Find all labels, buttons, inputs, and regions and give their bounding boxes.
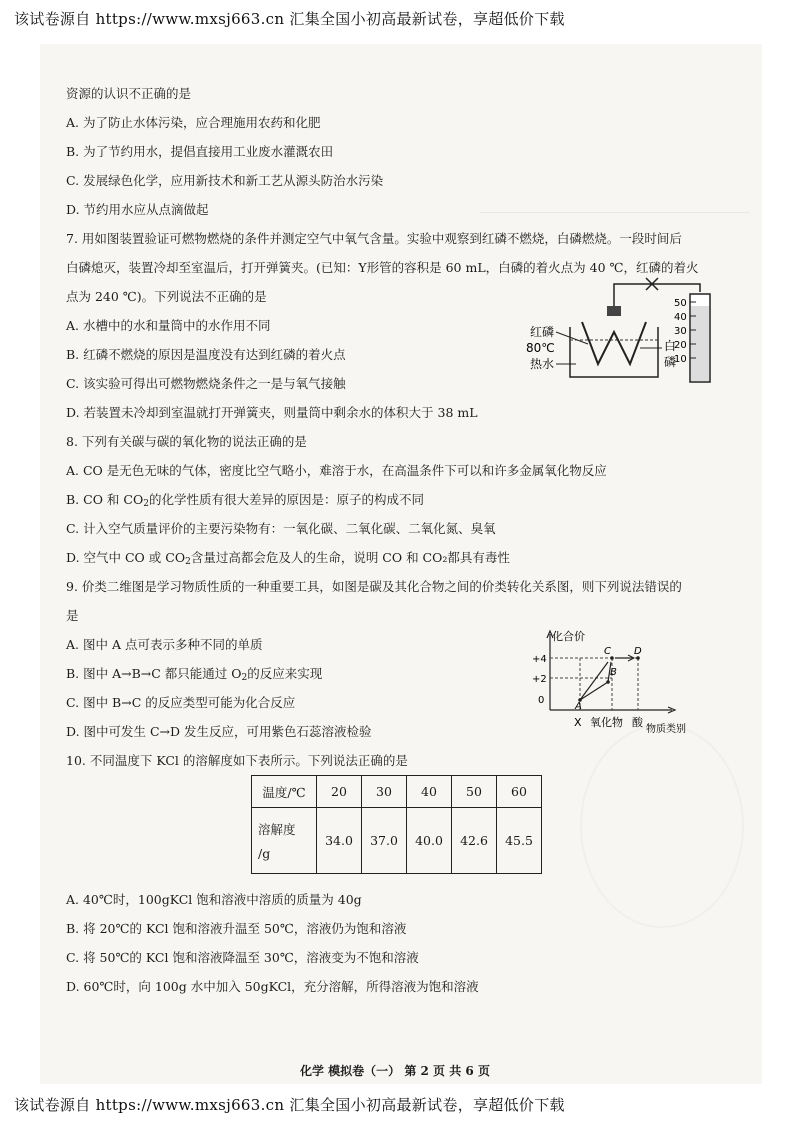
table-cell: 40.0 <box>407 808 452 874</box>
table-cell: 42.6 <box>452 808 497 874</box>
table-header-label: 温度/℃ <box>252 776 317 808</box>
table-row-label <box>252 808 317 874</box>
connecting-tube <box>614 284 700 306</box>
x-tick-oxide: 氧化物 <box>590 716 623 729</box>
q6-option-c: C. 发展绿色化学，应用新技术和新工艺从源头防治水污染 <box>66 173 384 188</box>
show-through-shading <box>580 724 744 928</box>
q7-stem-line-1: 7. 用如图装置验证可燃物燃烧的条件并测定空气中氧气含量。实验中观察到红磷不燃烧，白磷燃烧。一段时间后 <box>66 231 682 246</box>
cylinder-tick-10: 10 <box>674 354 687 365</box>
q9-stem-line-1: 9. 价类二维图是学习物质性质的一种重要工具，如图是碳及其化合物之间的价类转化关系图，则下列说法错误的 <box>66 579 682 594</box>
q7-stem-line-2: 白磷熄灭，装置冷却至室温后，打开弹簧夹。(已知：Y形管的容积是 60 mL，白磷的着火点为 40 ℃，红磷的着火 <box>66 260 699 275</box>
q10-option-b: B. 将 20℃的 KCl 饱和溶液升温至 50℃，溶液仍为饱和溶液 <box>66 921 407 936</box>
point-d-label: D <box>634 646 642 657</box>
q10-option-c: C. 将 50℃的 KCl 饱和溶液降温至 30℃，溶液变为不饱和溶液 <box>66 950 419 965</box>
table-row <box>252 808 542 874</box>
water-trough <box>570 327 658 377</box>
q8-stem: 8. 下列有关碳与碳的氧化物的说法正确的是 <box>66 434 307 449</box>
label-white-phosphorus-2: 磷 <box>664 355 677 369</box>
q6-option-b: B. 为了节约用水，提倡直接用工业废水灌溉农田 <box>66 144 334 159</box>
stopper <box>607 306 621 316</box>
y-tick-plus2: +2 <box>532 674 547 685</box>
q7-option-b: B. 红磷不燃烧的原因是温度没有达到红磷的着火点 <box>66 347 346 362</box>
q8-option-b: B. CO 和 $CO_2$的化学性质有很大差异的原因是：原子的构成不同 <box>66 492 424 509</box>
q9-option-b: B. 图中 A→B→C 都只能通过 $O_2$的反应来实现 <box>66 666 323 683</box>
table-cell: 60 <box>497 776 542 808</box>
q7-option-d: D. 若装置未冷却到室温就打开弹簧夹，则量筒中剩余水的体积大于 38 mL <box>66 405 478 420</box>
q6-option-d: D. 节约用水应从点滴做起 <box>66 202 209 217</box>
table-row <box>252 776 542 808</box>
y-shaped-tube <box>582 322 646 364</box>
point-a-label: A <box>575 701 582 712</box>
y-tick-0: 0 <box>538 695 545 706</box>
cylinder-tick-50: 50 <box>674 298 687 309</box>
page-footer: 化学 模拟卷（一） 第 2 页 共 6 页 <box>300 1064 490 1078</box>
label-white-phosphorus-1: 白 <box>664 339 677 353</box>
table-cell: 50 <box>452 776 497 808</box>
y-axis-title: 化合价 <box>552 630 585 643</box>
label-hot-water: 热水 <box>530 357 555 371</box>
point-b-label: B <box>610 667 617 678</box>
q8-option-c: C. 计入空气质量评价的主要污染物有：一氧化碳、二氧化碳、二氧化氮、臭氧 <box>66 521 496 536</box>
q7-option-c: C. 该实验可得出可燃物燃烧条件之一是与氧气接触 <box>66 376 346 391</box>
q9-valence-chart <box>520 628 700 740</box>
q8-option-d: D. 空气中 CO 或 $CO_2$含量过高都会危及人的生命，说明 CO 和 CO₂都具有毒性 <box>66 550 510 567</box>
q9-option-d: D. 图中可发生 C→D 发生反应，可用紫色石蕊溶液检验 <box>66 724 372 739</box>
table-cell: 40 <box>407 776 452 808</box>
q10-option-d: D. 60℃时，向 100g 水中加入 50gKCl，充分溶解，所得溶液为饱和溶液 <box>66 979 479 994</box>
x-tick-x: X <box>574 716 582 729</box>
table-cell: 20 <box>317 776 362 808</box>
table-cell: 34.0 <box>317 808 362 874</box>
label-temperature: 80℃ <box>526 341 555 355</box>
y-tick-plus4: +4 <box>532 654 547 665</box>
q6-stem: 资源的认识不正确的是 <box>66 86 192 101</box>
q9-option-a: A. 图中 A 点可表示多种不同的单质 <box>66 637 263 652</box>
q10-option-a: A. 40℃时，100gKCl 饱和溶液中溶质的质量为 40g <box>66 892 362 907</box>
show-through-shading <box>480 72 750 213</box>
q6-option-a: A. 为了防止水体污染，应合理施用农药和化肥 <box>66 115 321 130</box>
q9-option-c: C. 图中 B→C 的反应类型可能为化合反应 <box>66 695 296 710</box>
cylinder-tick-20: 20 <box>674 340 687 351</box>
label-red-phosphorus: 红磷 <box>530 325 555 339</box>
row-label-line-2: /g <box>258 846 271 861</box>
table-cell: 45.5 <box>497 808 542 874</box>
cylinder-tick-40: 40 <box>674 312 687 323</box>
q8-option-a: A. CO 是无色无味的气体，密度比空气略小，难溶于水，在高温条件下可以和许多金属氧化物反应 <box>66 463 607 478</box>
x-tick-acid: 酸 <box>632 716 643 729</box>
q7-apparatus-figure <box>500 272 720 392</box>
q7-option-a: A. 水槽中的水和量筒中的水作用不同 <box>66 318 271 333</box>
table-cell: 37.0 <box>362 808 407 874</box>
table-cell: 30 <box>362 776 407 808</box>
point-c-label: C <box>604 646 611 657</box>
q10-stem: 10. 不同温度下 KCl 的溶解度如下表所示。下列说法正确的是 <box>66 753 408 768</box>
source-banner-top: 该试卷源自 https://www.mxsj663.cn 汇集全国小初高最新试卷，享超低价下载 <box>14 10 565 28</box>
q7-stem-line-3: 点为 240 ℃)。下列说法不正确的是 <box>66 289 267 304</box>
cylinder-tick-30: 30 <box>674 326 687 337</box>
x-axis-title: 物质类别 <box>646 724 686 735</box>
kcl-solubility-table <box>251 775 542 874</box>
source-banner-bottom: 该试卷源自 https://www.mxsj663.cn 汇集全国小初高最新试卷，享超低价下载 <box>14 1096 565 1114</box>
q9-stem-line-2: 是 <box>66 608 79 623</box>
row-label-line-1: 溶解度 <box>258 822 296 837</box>
